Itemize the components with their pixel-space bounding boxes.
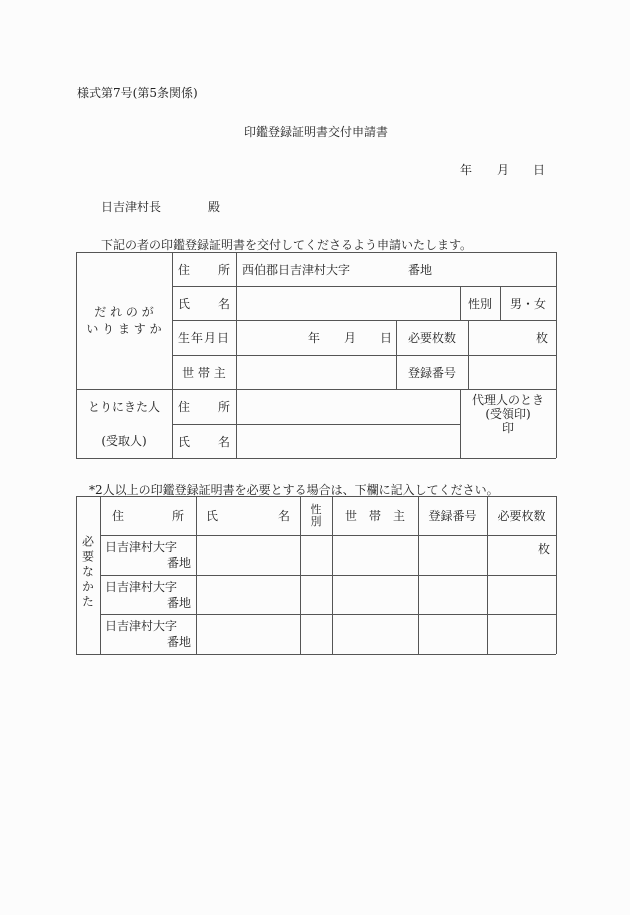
sub-household-field[interactable] xyxy=(332,575,418,614)
sub-header-reg-number: 登録番号 xyxy=(428,509,477,523)
pickup-name-field[interactable] xyxy=(236,424,460,458)
name-field[interactable] xyxy=(236,286,460,320)
sub-reg-number-field[interactable] xyxy=(418,614,487,654)
sub-sex-field[interactable] xyxy=(300,614,332,654)
date-day-label: 日 xyxy=(533,163,546,177)
sub-header-household: 世 帯 主 xyxy=(344,509,405,523)
sex-label: 性別 xyxy=(467,296,492,311)
household-field[interactable] xyxy=(236,355,396,389)
sub-name-field[interactable] xyxy=(196,614,300,654)
sub-copies-field[interactable] xyxy=(487,575,556,614)
household-label: 世 帯 主 xyxy=(182,365,226,380)
proxy-seal-field[interactable]: 代理人のとき (受領印) 印 xyxy=(471,393,544,435)
address-label: 住 所 xyxy=(178,262,230,277)
date-month-label: 月 xyxy=(497,163,510,177)
pickup-section-label: とりにきた人 (受取人) xyxy=(87,399,160,449)
intro-text: 下記の者の印鑑登録証明書を交付してくださるよう申請いたします。 xyxy=(101,238,473,252)
birthdate-label: 生年月日 xyxy=(177,331,230,345)
reg-number-label: 登録番号 xyxy=(407,365,456,380)
sub-reg-number-field[interactable] xyxy=(418,535,487,575)
copies-field[interactable]: 枚 xyxy=(535,331,548,345)
reg-number-field[interactable] xyxy=(468,355,556,389)
sub-reg-number-field[interactable] xyxy=(418,575,487,614)
date-year-label: 年 xyxy=(460,163,473,177)
seal-mark: 印 xyxy=(501,421,514,435)
sub-address-field[interactable]: 日吉津村大字 番地 xyxy=(105,619,191,649)
sub-header-copies: 必要枚数 xyxy=(497,509,546,523)
note-text: *2人以上の印鑑登録証明書を必要とする場合は、下欄に記入してください。 xyxy=(89,483,499,497)
sub-household-field[interactable] xyxy=(332,614,418,654)
sub-sex-field[interactable] xyxy=(300,575,332,614)
sex-field[interactable]: 男・女 xyxy=(509,296,546,311)
pickup-address-label: 住 所 xyxy=(178,400,230,414)
sub-side-label: 必要なかた xyxy=(80,535,95,610)
honorific: 殿 xyxy=(208,200,221,214)
pickup-address-field[interactable] xyxy=(236,389,460,424)
section-who-label: だ れ の が い り ま す か xyxy=(86,304,162,336)
page-title: 印鑑登録証明書交付申請書 xyxy=(244,125,389,139)
form-number: 様式第7号(第5条関係) xyxy=(77,86,198,100)
sub-name-field[interactable] xyxy=(196,575,300,614)
addressee: 日吉津村長 xyxy=(101,200,162,214)
sub-name-field[interactable] xyxy=(196,535,300,575)
birthdate-field[interactable]: 年 月 日 xyxy=(308,331,393,345)
sub-address-field[interactable]: 日吉津村大字 番地 xyxy=(105,579,191,610)
sub-header-sex: 性別 xyxy=(310,502,322,528)
name-label: 氏 名 xyxy=(178,296,230,311)
sub-copies-field[interactable]: 枚 xyxy=(537,542,550,556)
sub-header-address: 住 所 xyxy=(112,509,184,523)
copies-label: 必要枚数 xyxy=(407,331,456,345)
sub-sex-field[interactable] xyxy=(300,535,332,575)
sub-household-field[interactable] xyxy=(332,535,418,575)
address-field[interactable]: 西伯郡日吉津村大字 番地 xyxy=(242,262,433,277)
sub-address-field[interactable]: 日吉津村大字 番地 xyxy=(105,540,191,570)
sub-header-name: 氏 名 xyxy=(206,509,290,523)
pickup-name-label: 氏 名 xyxy=(178,434,230,449)
sub-copies-field[interactable] xyxy=(487,614,556,654)
